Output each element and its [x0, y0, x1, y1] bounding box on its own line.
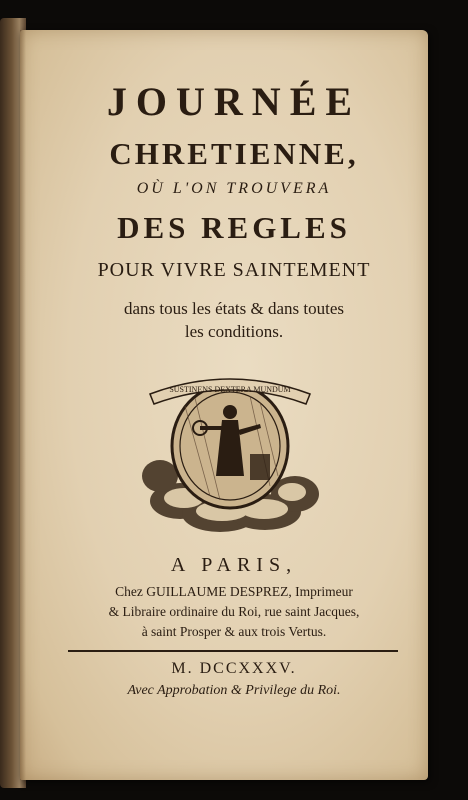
title-line-conditions: les conditions.: [184, 322, 284, 341]
imprint-privilege: Avec Approbation & Privilege du Roi.: [127, 683, 341, 698]
title-line-des-regles: DES REGLES: [117, 210, 351, 245]
imprint-place: A PARIS,: [170, 554, 298, 576]
imprint-publisher-line2: & Libraire ordinaire du Roi, rue saint Jacques,: [108, 604, 360, 619]
title-line-chretienne: CHRETIENNE,: [109, 136, 359, 171]
imprint-publisher-line1: Chez GUILLAUME DESPREZ, Imprimeur: [115, 584, 353, 599]
title-line-ou-lon-trouvera: OÙ L'ON TROUVERA: [136, 180, 332, 197]
title-line-pour-vivre: POUR VIVRE SAINTEMENT: [97, 259, 371, 281]
title-line-journee: JOURNÉE: [106, 79, 362, 124]
imprint-date: M. DCCXXXV.: [171, 660, 297, 677]
title-line-dans-tous: dans tous les états & dans toutes: [123, 299, 345, 318]
imprint-divider: [68, 650, 398, 652]
imprint-publisher-line3: à saint Prosper & aux trois Vertus.: [141, 624, 327, 639]
printer-device-icon: [140, 366, 320, 536]
vignette-motto: SUSTINENS DEXTERA MUNDUM: [169, 385, 291, 394]
